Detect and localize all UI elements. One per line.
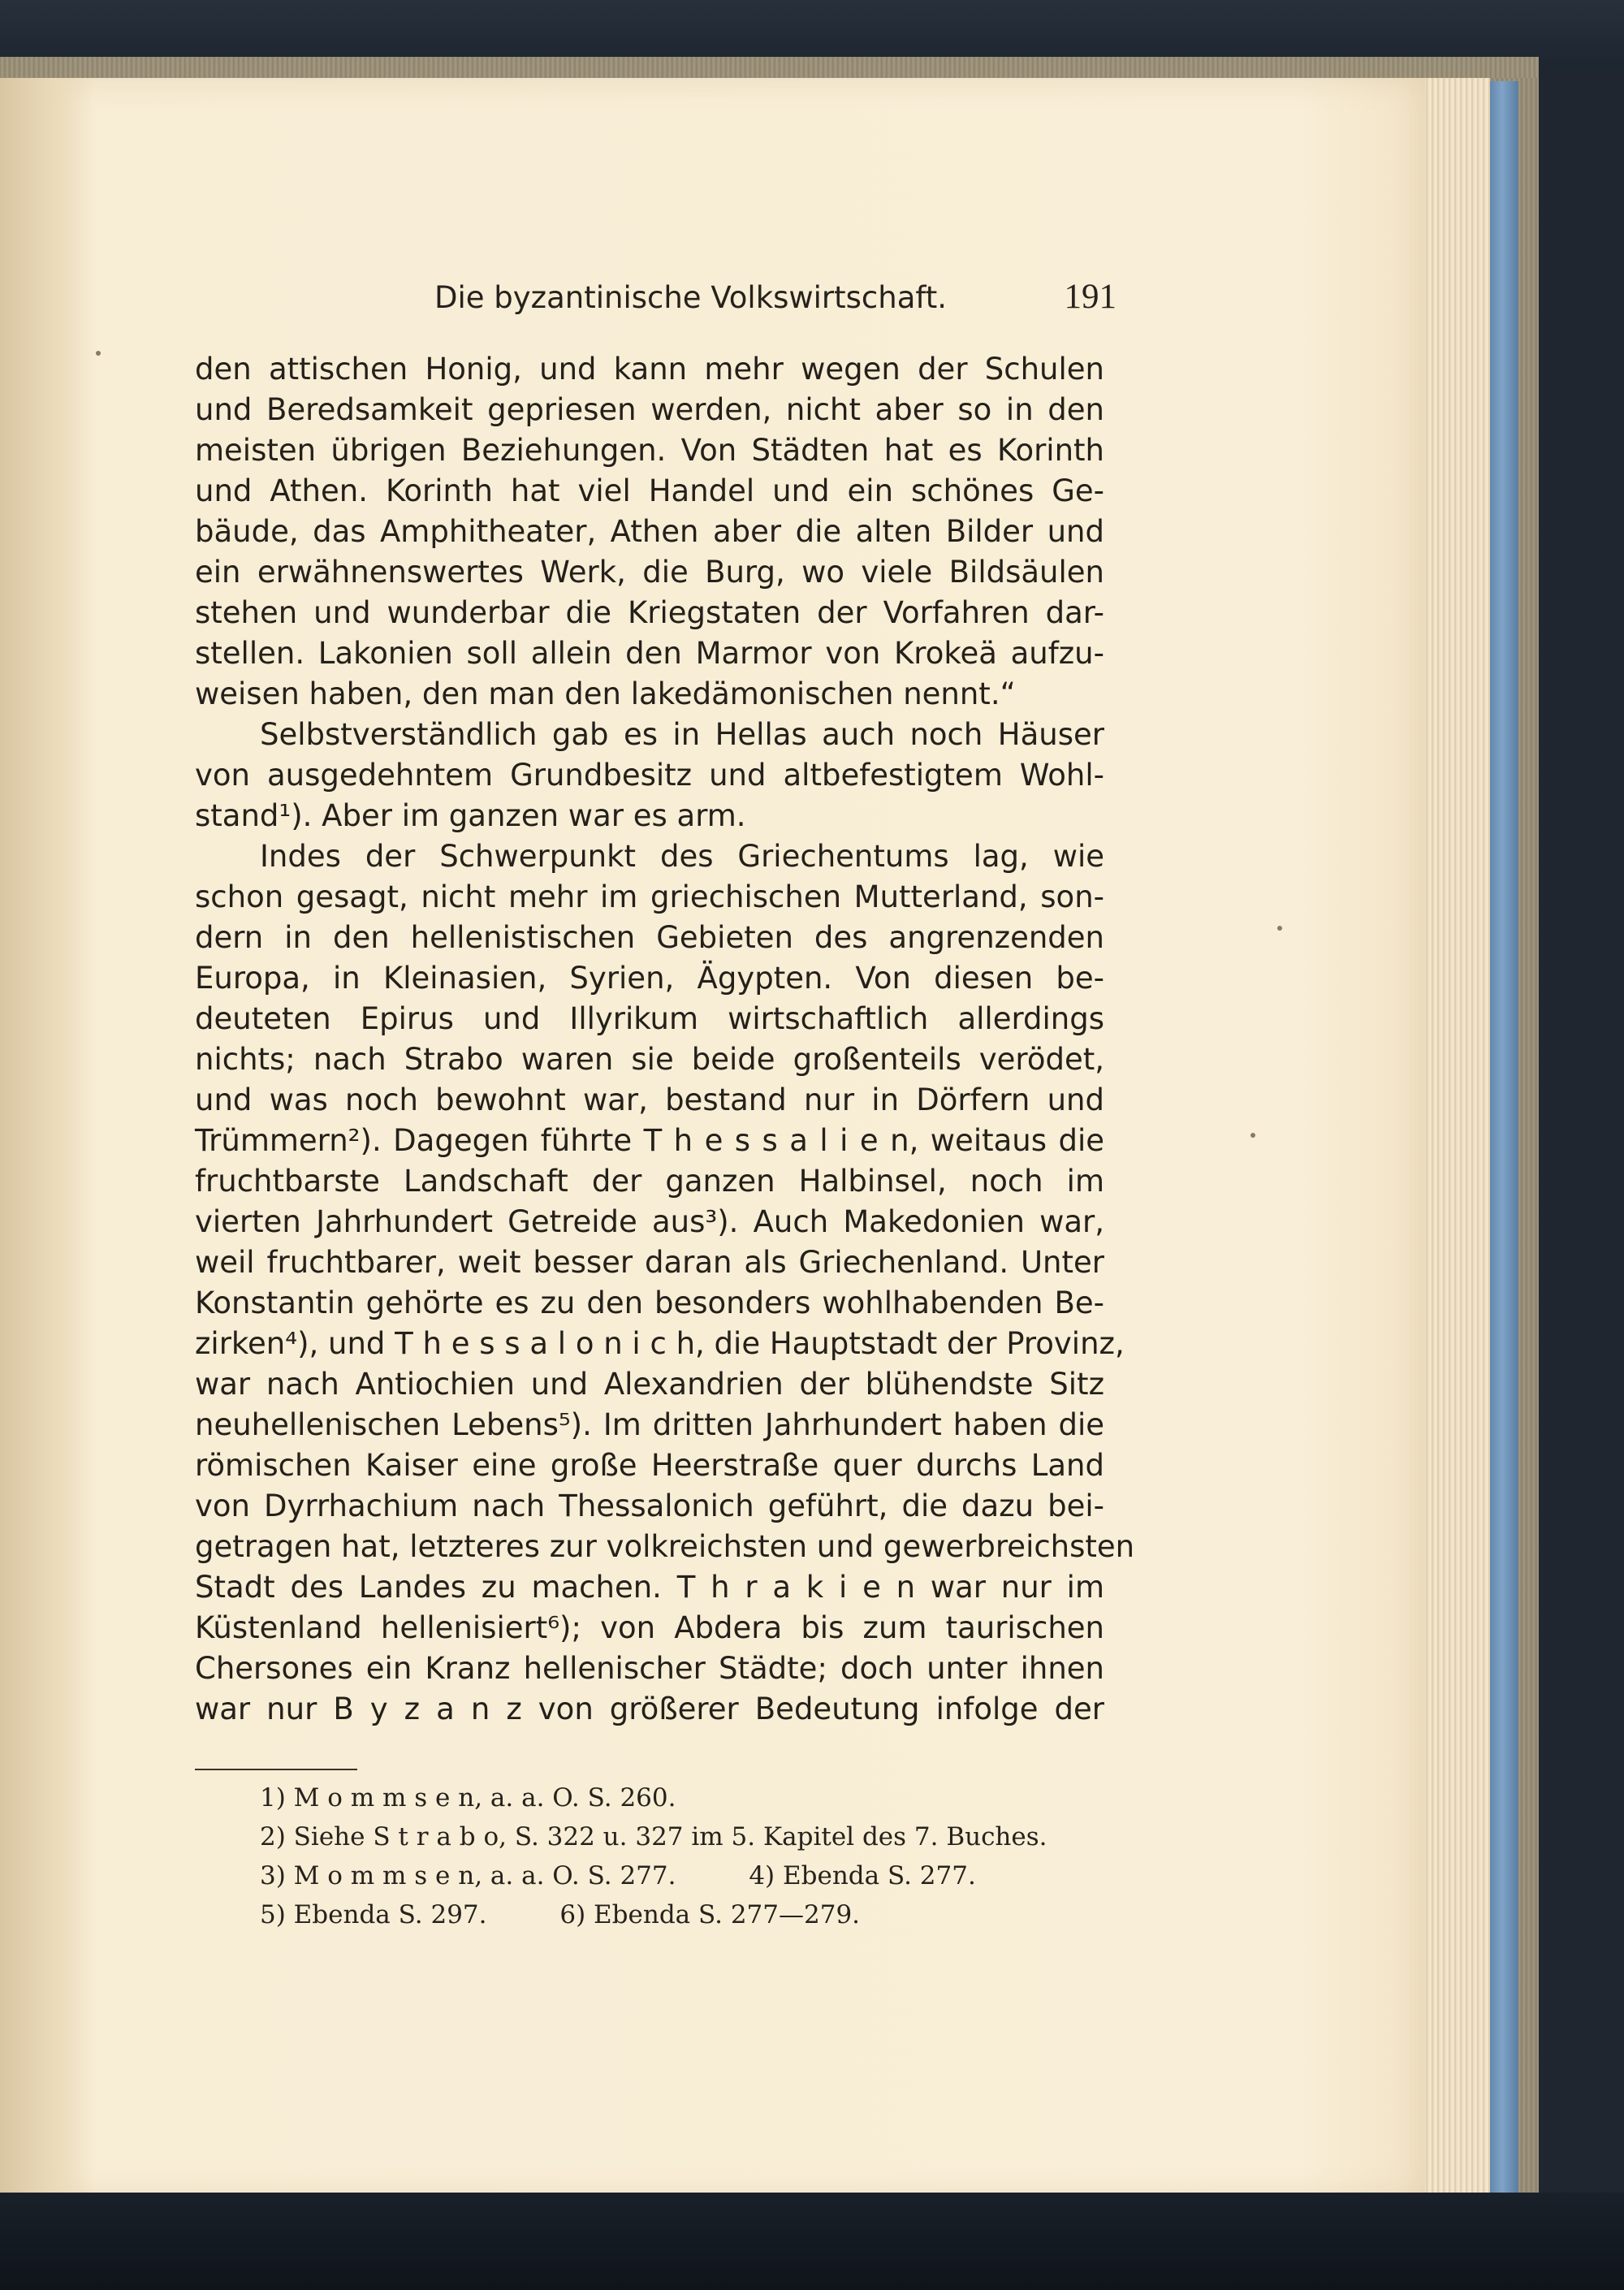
text-line: Konstantin gehörte es zu den besonders wohlhabenden Be- (195, 1285, 1104, 1320)
text-line: getragen hat, letzteres zur volkreichsten und gewerbreichsten (195, 1529, 1135, 1564)
text-line: bäude, das Amphitheater, Athen aber die alten Bilder und (195, 514, 1104, 549)
text-line: Europa, in Kleinasien, Syrien, Ägypten. Von diesen be- (195, 961, 1104, 996)
text-line: Chersones ein Kranz hellenischer Städte; doch unter ihnen (195, 1651, 1104, 1686)
text-line: Indes der Schwerpunkt des Griechentums lag, wie (260, 839, 1104, 874)
text-line: Küstenland hellenisiert⁶); von Abdera bis zum taurischen (195, 1610, 1104, 1645)
footnote-2: 2) Siehe S t r a b o, S. 322 u. 327 im 5. Kapitel des 7. Buches. (260, 1822, 1047, 1851)
text-line: Selbstverständlich gab es in Hellas auch noch Häuser (260, 717, 1104, 752)
text-line: römischen Kaiser eine große Heerstraße quer durchs Land (195, 1448, 1104, 1483)
text-line: von Dyrrhachium nach Thessalonich geführt, die dazu bei- (195, 1488, 1104, 1523)
paper-speck (1250, 1133, 1255, 1138)
text-line: und Athen. Korinth hat viel Handel und ein schönes Ge- (195, 473, 1104, 508)
text-line: nichts; nach Strabo waren sie beide großenteils verödet, (195, 1042, 1104, 1077)
running-title: Die byzantinische Volkswirtschaft. (434, 280, 948, 315)
page-stack-edge (1417, 78, 1490, 2197)
text-line: war nach Antiochien und Alexandrien der blühendste Sitz (195, 1367, 1104, 1402)
text-line: und was noch bewohnt war, bestand nur in Dörfern und (195, 1082, 1104, 1117)
footnote-5: 5) Ebenda S. 297. (260, 1900, 487, 1929)
footnote-4: 4) Ebenda S. 277. (749, 1861, 976, 1890)
book-cover-top-edge (0, 57, 1539, 78)
text-line: von ausgedehntem Grundbesitz und altbefestigtem Wohl- (195, 758, 1104, 793)
text-line: stellen. Lakonien soll allein den Marmor von Krokeä aufzu- (195, 636, 1104, 671)
book-gutter (0, 78, 93, 2199)
text-line: fruchtbarste Landschaft der ganzen Halbinsel, noch im (195, 1164, 1104, 1199)
text-line: Trümmern²). Dagegen führte T h e s s a l i e n, weitaus die (195, 1123, 1104, 1158)
footnote-6: 6) Ebenda S. 277—279. (559, 1900, 861, 1929)
text-line: meisten übrigen Beziehungen. Von Städten hat es Korinth (195, 433, 1104, 468)
text-line: vierten Jahrhundert Getreide aus³). Auch Makedonien war, (195, 1204, 1104, 1239)
body-text (195, 349, 1135, 1730)
text-line: war nur B y z a n z von größerer Bedeutung infolge der (195, 1692, 1104, 1726)
footnote-line (260, 1895, 1104, 1934)
text-line: ein erwähnenswertes Werk, die Burg, wo viele Bildsäulen (195, 555, 1104, 590)
text-line: den attischen Honig, und kann mehr wegen der Schulen (195, 352, 1104, 387)
footnote-1: 1) M o m m s e n, a. a. O. S. 260. (260, 1783, 676, 1813)
text-line: und Beredsamkeit gepriesen werden, nicht aber so in den (195, 392, 1104, 427)
text-line: dern in den hellenistischen Gebieten des angrenzenden (195, 920, 1104, 955)
footnotes (260, 1778, 1104, 1934)
paper-speck (1277, 926, 1282, 931)
text-line: weisen haben, den man den lakedämonischen nennt.“ (195, 676, 1016, 711)
footnote-3: 3) M o m m s e n, a. a. O. S. 277. (260, 1861, 676, 1890)
text-line: neuhellenischen Lebens⁵). Im dritten Jahrhundert haben die (195, 1407, 1104, 1442)
footnote-rule (195, 1769, 357, 1770)
background-bottom (0, 2193, 1624, 2290)
text-line: deuteten Epirus und Illyrikum wirtschaftlich allerdings (195, 1001, 1104, 1036)
text-line: stand¹). Aber im ganzen war es arm. (195, 798, 746, 833)
paper-speck (96, 351, 101, 356)
text-line: stehen und wunderbar die Kriegstaten der Vorfahren dar- (195, 595, 1104, 630)
running-head (434, 280, 1116, 321)
footnote-line (260, 1856, 1104, 1895)
footnote-line (260, 1778, 1104, 1817)
text-line: zirken⁴), und T h e s s a l o n i c h, die Hauptstadt der Provinz, (195, 1326, 1125, 1361)
page-number: 191 (1064, 278, 1116, 316)
blue-page-edge (1486, 81, 1518, 2193)
text-line: Stadt des Landes zu machen. T h r a k i e n war nur im (195, 1570, 1104, 1605)
footnote-line (260, 1817, 1104, 1856)
text-line: schon gesagt, nicht mehr im griechischen Mutterland, son- (195, 879, 1104, 914)
text-line: weil fruchtbarer, weit besser daran als Griechenland. Unter (195, 1245, 1104, 1280)
